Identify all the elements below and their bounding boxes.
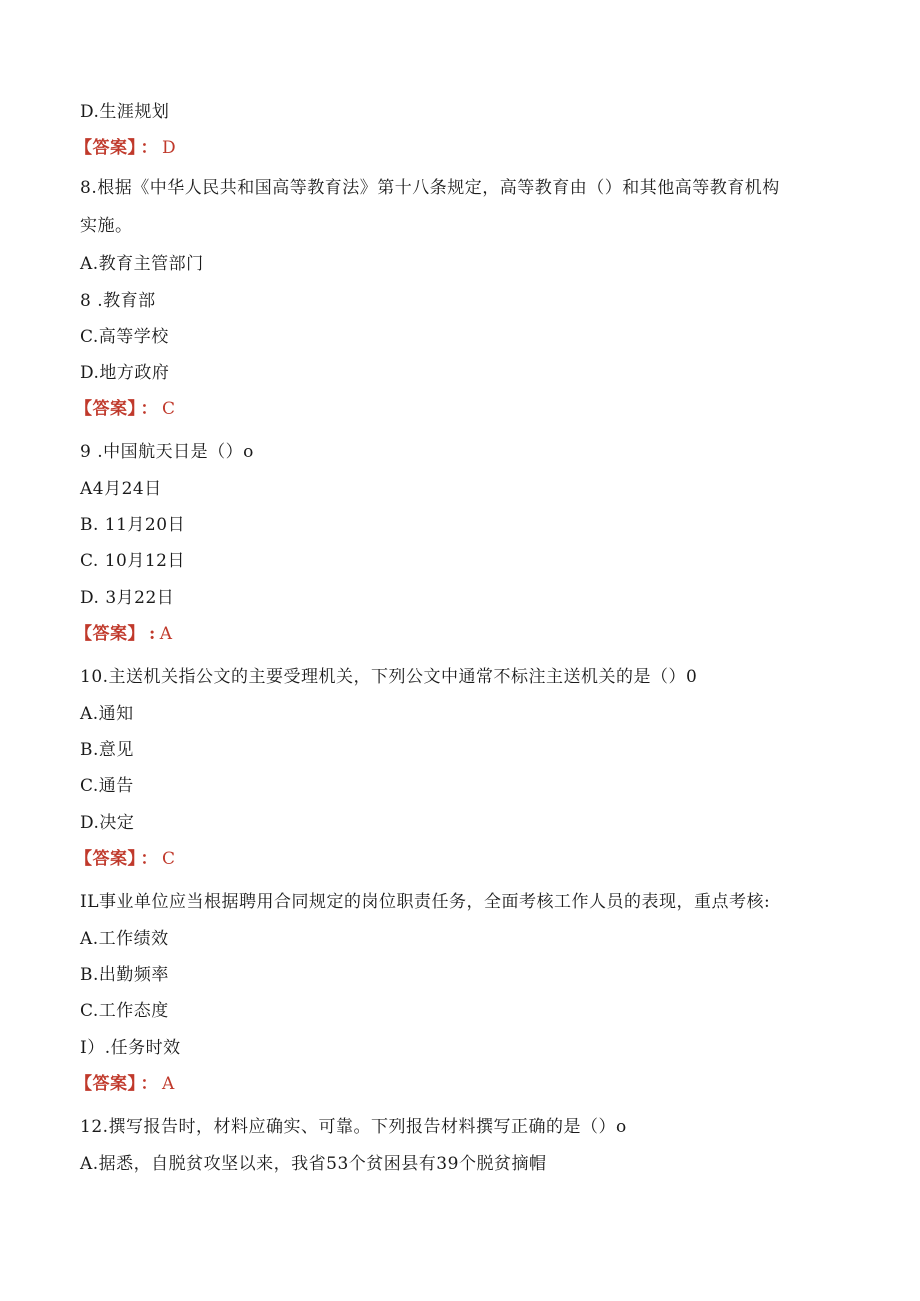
question-11-stem: IL事业单位应当根据聘用合同规定的岗位职责任务，全面考核工作人员的表现，重点考核: bbox=[80, 892, 771, 912]
answer-label: 答案 bbox=[92, 138, 128, 158]
option-d-q11: I）.任务时效 bbox=[80, 1038, 181, 1058]
option-d-q8: D.地方政府 bbox=[80, 363, 170, 383]
answer-separator: ： bbox=[140, 399, 158, 419]
option-d-q7: D.生涯规划 bbox=[80, 102, 170, 122]
answer-open-bracket: 【 bbox=[75, 399, 93, 419]
answer-separator: ： bbox=[140, 1074, 158, 1094]
option-a-q8: A.教育主管部门 bbox=[80, 254, 204, 274]
option-d-q9: D. 3月22日 bbox=[80, 588, 175, 608]
answer-label: 答案 bbox=[92, 849, 128, 869]
question-10-stem: 10.主送机关指公文的主要受理机关，下列公文中通常不标注主送机关的是（）0 bbox=[80, 667, 698, 687]
answer-value: C bbox=[162, 399, 176, 419]
answer-separator: ： bbox=[140, 849, 158, 869]
option-b-q9: B. 11月20日 bbox=[80, 515, 186, 535]
option-b-q11: B.出勤频率 bbox=[80, 965, 169, 985]
answer-open-bracket: 【 bbox=[75, 1074, 93, 1094]
answer-close-bracket: 】 bbox=[127, 399, 137, 419]
answer-separator: ： bbox=[140, 138, 158, 158]
answer-q11 bbox=[75, 1072, 175, 1096]
answer-value: A bbox=[159, 624, 173, 644]
option-c-q11: C.工作态度 bbox=[80, 1001, 169, 1021]
option-c-q8: C.高等学校 bbox=[80, 327, 169, 347]
question-8-stem: 8.根据《中华人民共和国高等教育法》第十八条规定，高等教育由（）和其他高等教育机构 bbox=[80, 178, 780, 198]
answer-value: A bbox=[162, 1074, 175, 1094]
option-a-q11: A.工作绩效 bbox=[80, 929, 169, 949]
answer-close-bracket: 】 bbox=[127, 849, 137, 869]
answer-open-bracket: 【 bbox=[75, 849, 93, 869]
answer-separator: : bbox=[149, 624, 156, 644]
option-a-q10: A.通知 bbox=[80, 704, 134, 724]
answer-close-bracket: 】 bbox=[127, 624, 145, 644]
answer-q10 bbox=[75, 847, 176, 871]
answer-label: 答案 bbox=[92, 399, 128, 419]
option-c-q10: C.通告 bbox=[80, 776, 134, 796]
answer-q7 bbox=[75, 136, 176, 160]
option-a-q12: A.据悉，自脱贫攻坚以来，我省53个贫困县有39个脱贫摘帽 bbox=[80, 1154, 547, 1174]
question-8-stem-continued: 实施。 bbox=[80, 216, 133, 236]
answer-value: C bbox=[162, 849, 176, 869]
answer-value: D bbox=[162, 138, 177, 158]
option-a-q9: A4月24日 bbox=[80, 479, 162, 499]
option-b-q8: 8 .教育部 bbox=[80, 291, 156, 311]
answer-label: 答案 bbox=[92, 1074, 128, 1094]
answer-close-bracket: 】 bbox=[127, 1074, 137, 1094]
option-c-q9: C. 10月12日 bbox=[80, 551, 185, 571]
answer-q9 bbox=[75, 622, 173, 646]
answer-label: 答案 bbox=[92, 624, 128, 644]
answer-close-bracket: 】 bbox=[127, 138, 137, 158]
answer-open-bracket: 【 bbox=[75, 624, 93, 644]
answer-q8 bbox=[75, 397, 176, 421]
question-9-stem: 9 .中国航天日是（）o bbox=[80, 442, 254, 462]
question-12-stem: 12.撰写报告时，材料应确实、可靠。下列报告材料撰写正确的是（）o bbox=[80, 1117, 627, 1137]
option-d-q10: D.决定 bbox=[80, 813, 135, 833]
option-b-q10: B.意见 bbox=[80, 740, 134, 760]
answer-open-bracket: 【 bbox=[75, 138, 93, 158]
